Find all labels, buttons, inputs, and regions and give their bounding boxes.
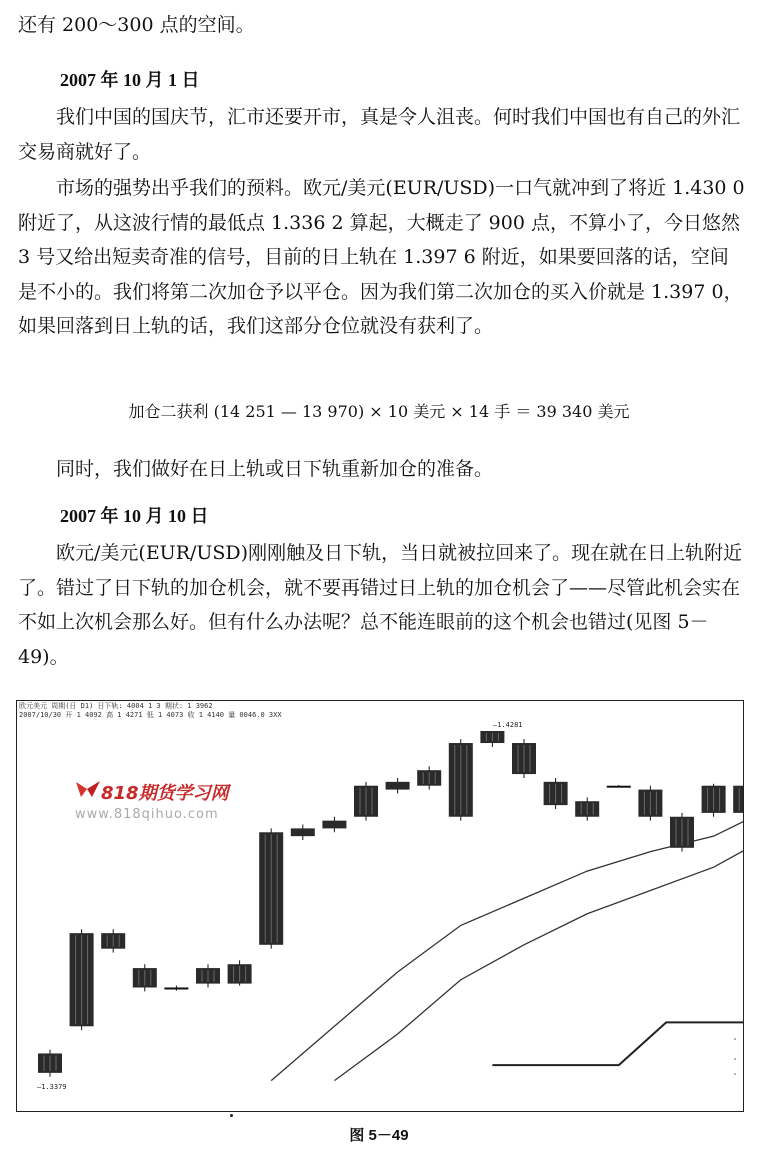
candle (291, 825, 315, 841)
watermark-url: www.818qihuo.com (75, 807, 219, 822)
chart-header-line-1: 欧元美元 周期(日 D1) 日下轨: 4004 1 3 期状: 1 3962 (19, 702, 213, 710)
candle (670, 813, 694, 852)
formula: 加仓二获利 (14 251 — 13 970) × 10 美元 × 14 手 ＝ 39 340 美元 (128, 402, 630, 421)
candle (70, 929, 94, 1030)
date-heading-1: 2007 年 10 月 1 日 (60, 70, 200, 90)
paragraph-4: 欧元/美元(EUR/USD)刚刚触及日下轨，当日就被拉回来了。现在就在日上轨附近了。错过了日下轨的加仓机会，就不要再错过日上轨的加仓机会了——尽管此机会实在不如上次机会那么好。但有什么办法呢？总不能连眼前的这个机会也错过(见图 5－49)。 (18, 542, 743, 668)
stop-line (492, 1022, 743, 1065)
candle (38, 1050, 62, 1077)
candle (575, 797, 599, 820)
paragraph-1: 我们中国的国庆节，汇市还要开市，真是令人沮丧。何时我们中国也有自己的外汇交易商就好了。 (18, 106, 741, 163)
candle (449, 739, 473, 820)
candle (259, 828, 283, 948)
candle (164, 986, 188, 991)
paragraph-3: 同时，我们做好在日上轨或日下轨重新加仓的准备。 (56, 458, 494, 480)
candle (101, 929, 125, 952)
candle (702, 784, 726, 817)
watermark-brand: 818期货学习网 (101, 783, 229, 804)
upper-band-line (271, 821, 743, 1081)
date-heading-2: 2007 年 10 月 10 日 (60, 506, 209, 526)
candle (354, 782, 378, 821)
lower-band-line (334, 850, 743, 1081)
candlestick-chart (16, 700, 744, 1112)
candle (196, 964, 220, 987)
candle (544, 778, 568, 809)
figure-caption: 图 5－49 (349, 1127, 409, 1144)
candle (417, 766, 441, 789)
high-price-label: —1.4281 (493, 721, 523, 729)
candle (386, 778, 410, 794)
candle (322, 817, 346, 833)
paragraph-2: 市场的强势出乎我们的预料。欧元/美元(EUR/USD)一口气就冲到了将近 1.430 0 附近了，从这波行情的最低点 1.336 2 算起，大概走了 900 点，不算小了，今日悠然 3 号又给出短卖奇准的信号，目前的日上轨在 1.397 6 附近，如果要回落的话，空间是不小的。我们将第二次加仓予以平仓。因为我们第二次加仓的买入价就是 1.397 0，如果回落到日上轨的话，我们这部分仓位就没有获利了。 (18, 177, 745, 337)
candle (733, 784, 743, 817)
low-price-label: —1.3379 (37, 1083, 67, 1091)
candle (480, 731, 504, 747)
chart-header-line-2: 2007/10/30 开 1 4092 高 1 4271 低 1 4073 收 1 4140 量 0046.0 3XX (19, 711, 282, 719)
candle (228, 960, 252, 985)
candle (638, 786, 662, 821)
candle (133, 964, 157, 991)
candle (512, 739, 536, 778)
text-line-top: 还有 200～300 点的空间。 (18, 14, 255, 36)
chart-plot (17, 701, 743, 1111)
candle (607, 785, 631, 788)
